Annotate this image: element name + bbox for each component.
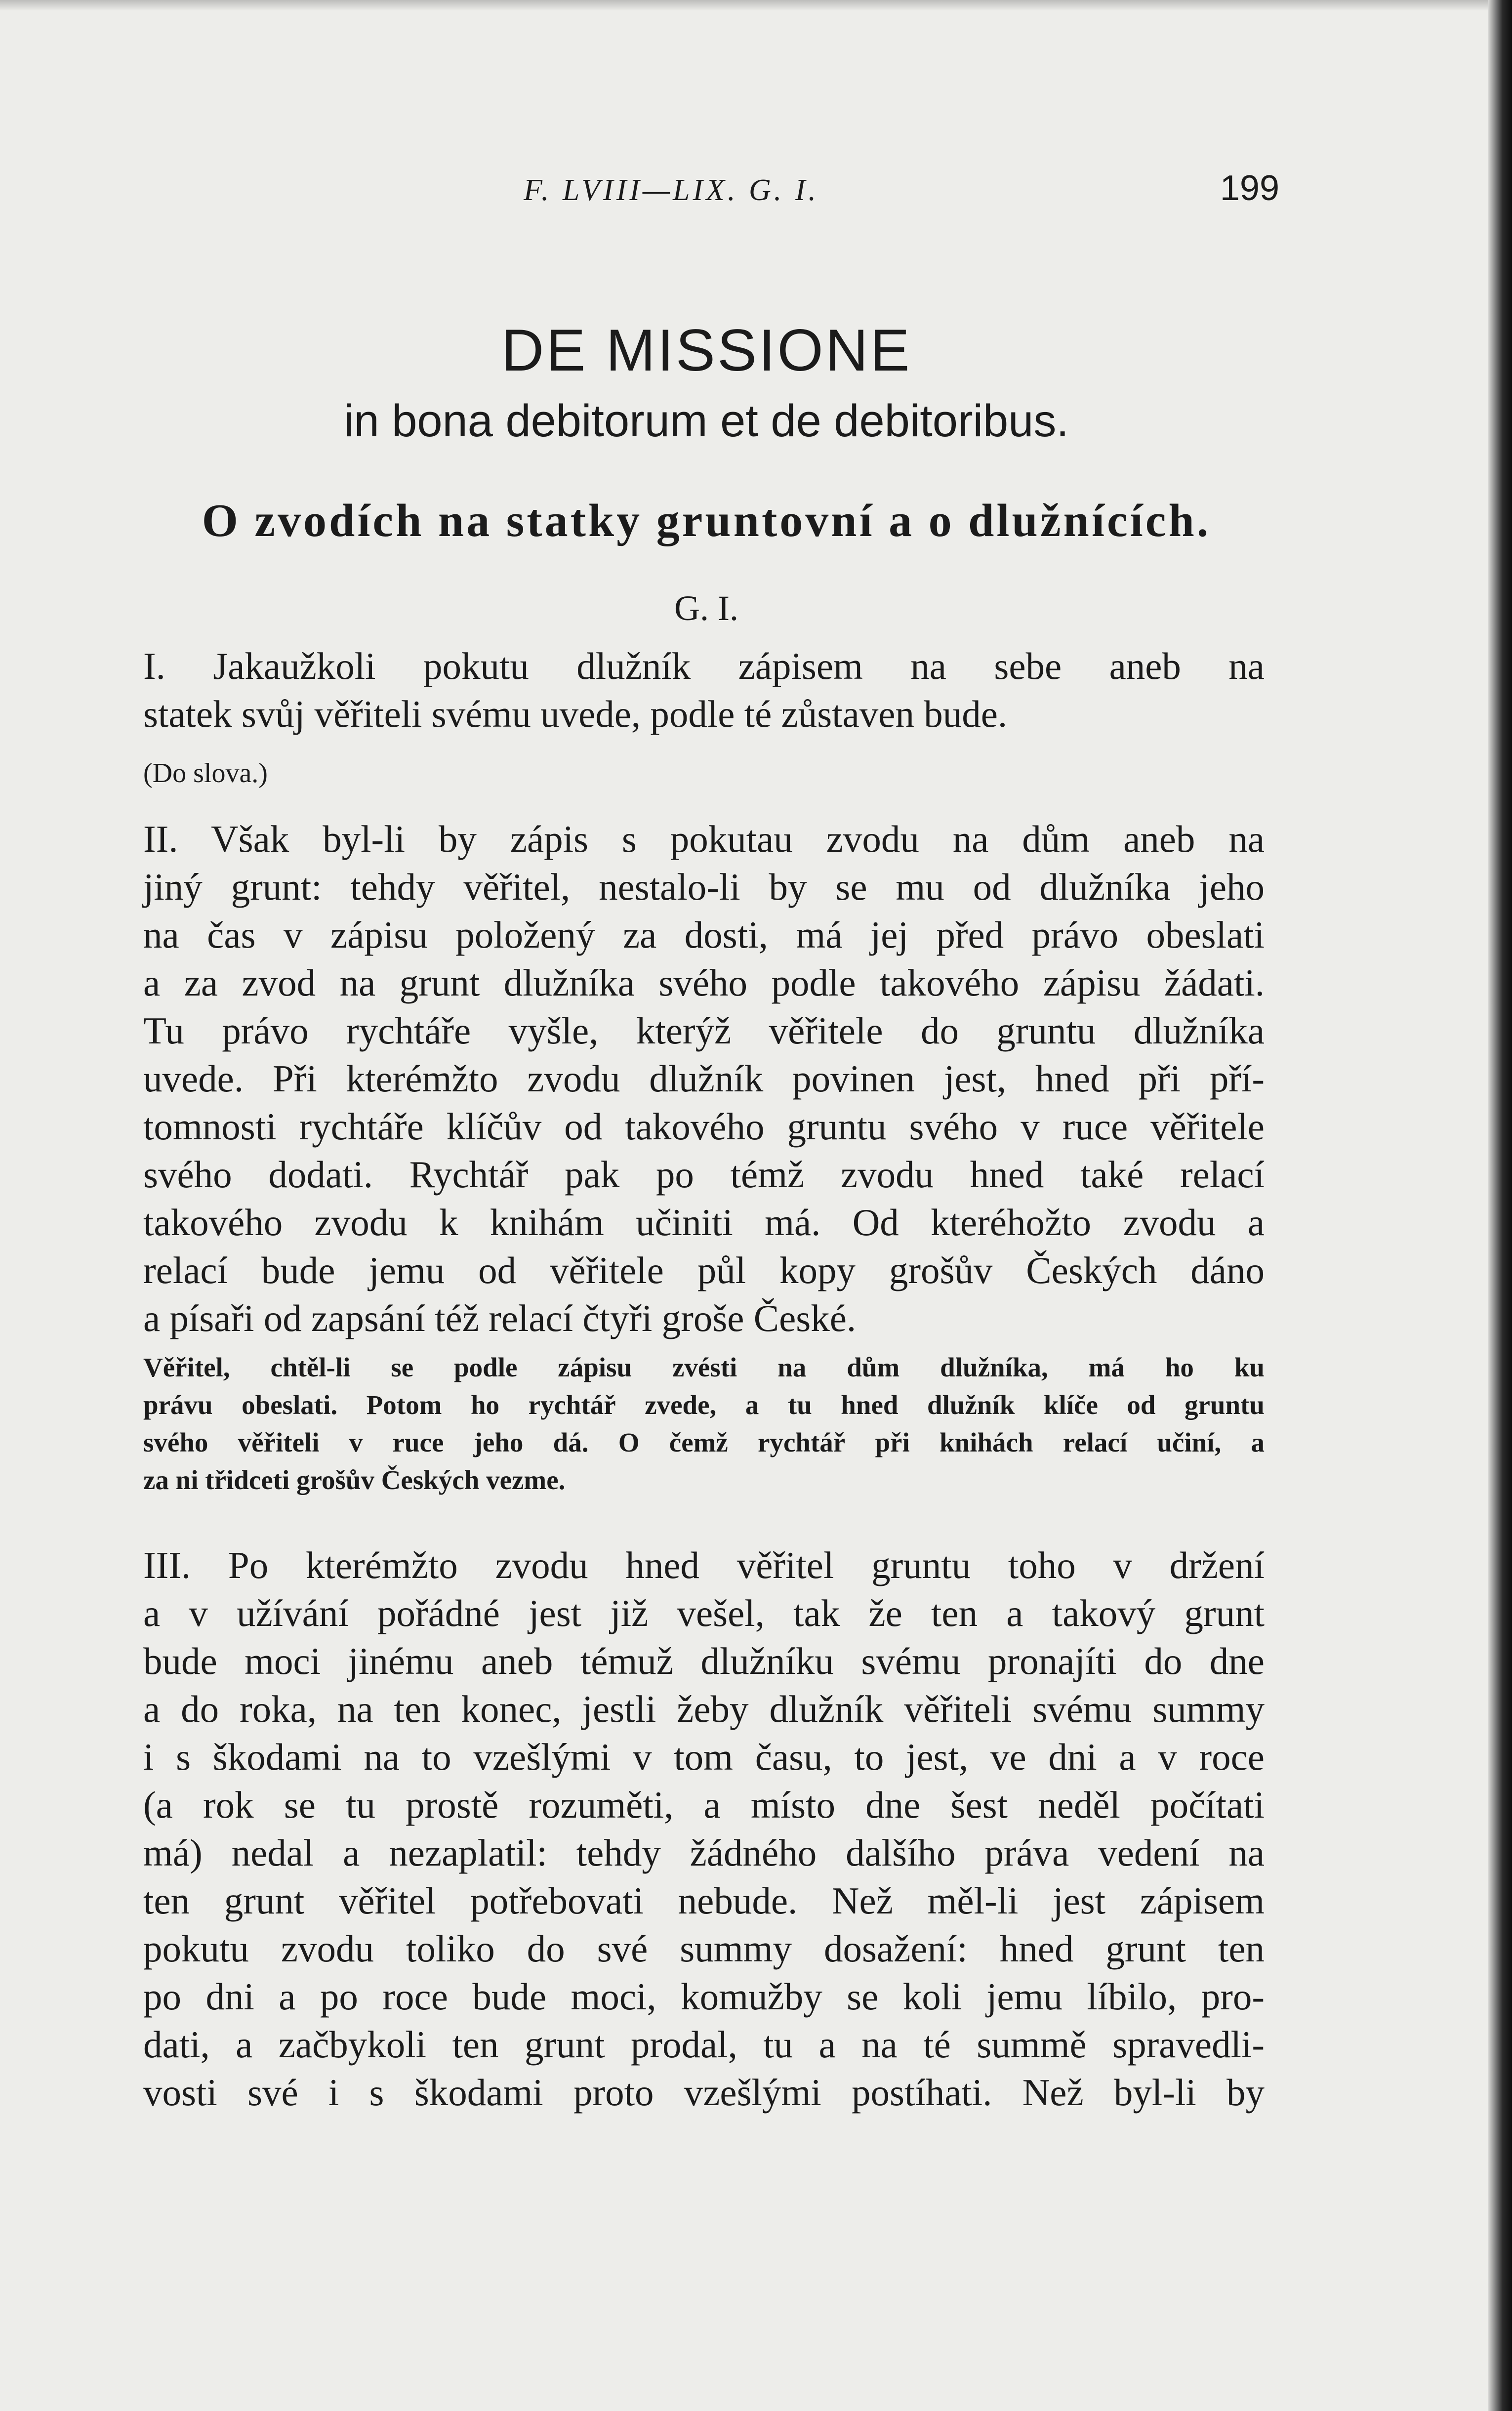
- page-binding-edge: [1488, 0, 1512, 2411]
- note-line: Věřitel, chtěl-li se podle zápisu zvésti na dům dlužníka, má ho ku: [143, 1352, 1265, 1382]
- text-line: na čas v zápisu položený za dosti, má jej před právo obeslati: [143, 914, 1265, 956]
- text-line: a do roka, na ten konec, jestli žeby dlužník věřiteli svému summy: [143, 1688, 1265, 1730]
- text-line: ten grunt věřitel potřebovati nebude. Než měl-li jest zápisem: [143, 1879, 1265, 1922]
- text-line: takového zvodu k knihám učiniti má. Od kteréhožto zvodu a: [143, 1201, 1265, 1244]
- text-line: I. Jakaužkoli pokutu dlužník zápisem na sebe aneb na: [143, 645, 1265, 687]
- latin-subtitle: in bona debitorum et de debitoribus.: [344, 396, 1069, 446]
- paragraph-2-note: [143, 1349, 1265, 1499]
- text-line: dati, a začbykoli ten grunt prodal, tu a na té summě spravedli-: [143, 2023, 1265, 2066]
- paragraph-1-note: (Do slova.): [143, 758, 268, 789]
- text-line: II. Však byl-li by zápis s pokutau zvodu na dům aneb na: [143, 818, 1265, 860]
- paragraph-3: [143, 1541, 1265, 2117]
- paragraph-2: [143, 815, 1265, 1342]
- note-line: právu obeslati. Potom ho rychtář zvede, a tu hned dlužník klíče od gruntu: [143, 1390, 1265, 1420]
- text-line: po dni a po roce bude moci, komužby se koli jemu líbilo, pro-: [143, 1975, 1265, 2018]
- text-line: relací bude jemu od věřitele půl kopy grošův Českých dáno: [143, 1249, 1265, 1291]
- text-line: jiný grunt: tehdy věřitel, nestalo-li by se mu od dlužníka jeho: [143, 866, 1265, 908]
- text-line: a písaři od zapsání též relací čtyři groše České.: [143, 1297, 857, 1339]
- text-line: a za zvod na grunt dlužníka svého podle takového zápisu žádati.: [143, 961, 1265, 1004]
- running-head: F. LVIII—LIX. G. I.: [524, 173, 819, 207]
- text-line: uvede. Při kterémžto zvodu dlužník povinen jest, hned při pří-: [143, 1057, 1265, 1100]
- czech-title: O zvodích na statky gruntovní a o dlužnících.: [202, 495, 1211, 546]
- paragraph-1: [143, 642, 1265, 738]
- text-line: III. Po kterémžto zvodu hned věřitel gruntu toho v držení: [143, 1544, 1265, 1586]
- note-line: za ni třidceti grošův Českých vezme.: [143, 1465, 566, 1495]
- text-line: (a rok se tu prostě rozuměti, a místo dne šest neděl počítati: [143, 1784, 1265, 1826]
- text-line: tomnosti rychtáře klíčův od takového gruntu svého v ruce věřitele: [143, 1105, 1265, 1148]
- text-line: vosti své i s škodami proto vzešlými postíhati. Než byl-li by: [143, 2071, 1265, 2114]
- text-line: svého dodati. Rychtář pak po témž zvodu hned také relací: [143, 1153, 1265, 1196]
- latin-title: DE MISSIONE: [501, 317, 912, 383]
- text-line: bude moci jinému aneb témuž dlužníku svému pronajíti do dne: [143, 1640, 1265, 1682]
- page-number: 199: [1220, 168, 1279, 208]
- note-line: svého věřiteli v ruce jeho dá. O čemž rychtář při knihách relací učiní, a: [143, 1427, 1265, 1457]
- page-top-edge: [0, 0, 1512, 11]
- text-line: statek svůj věřiteli svému uvede, podle té zůstaven bude.: [143, 693, 1008, 735]
- section-label: G. I.: [674, 588, 738, 628]
- text-line: má) nedal a nezaplatil: tehdy žádného dalšího práva vedení na: [143, 1831, 1265, 1874]
- text-line: Tu právo rychtáře vyšle, kterýž věřitele do gruntu dlužníka: [143, 1009, 1265, 1052]
- text-line: a v užívání pořádné jest již vešel, tak že ten a takový grunt: [143, 1592, 1265, 1634]
- text-line: i s škodami na to vzešlými v tom času, to jest, ve dni a v roce: [143, 1736, 1265, 1778]
- text-line: pokutu zvodu toliko do své summy dosažení: hned grunt ten: [143, 1927, 1265, 1970]
